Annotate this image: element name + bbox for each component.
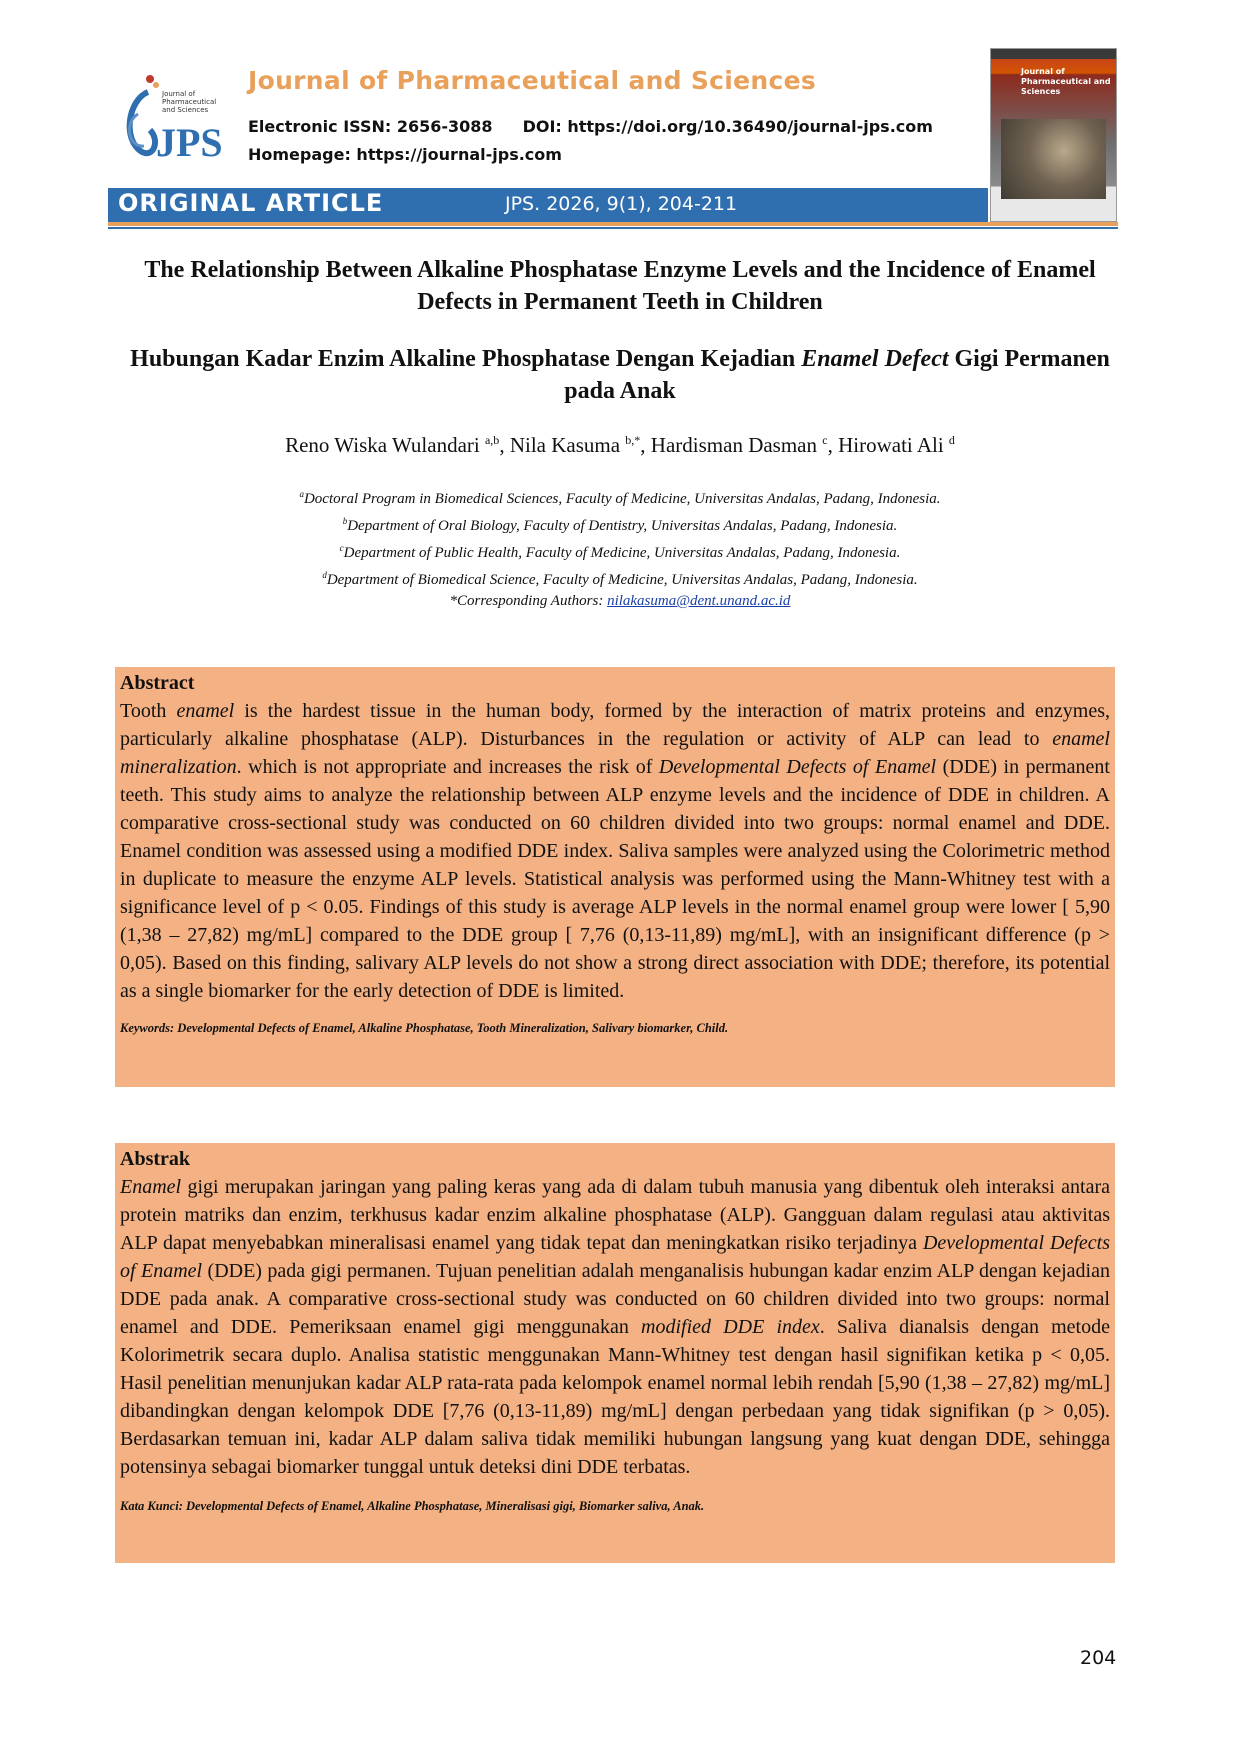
issn: Electronic ISSN: 2656-3088 [248,117,493,136]
affiliation-text: Department of Biomedical Science, Faculty of Medicine, Universitas Andalas, Padang, Indonesia. [326,572,918,588]
affiliation-text: Department of Oral Biology, Faculty of Dentistry, Universitas Andalas, Padang, Indonesia. [347,518,898,534]
affiliation-text: Doctoral Program in Biomedical Sciences, Faculty of Medicine, Universitas Andalas, Padang, Indonesia. [303,491,941,507]
abstrak-body: Enamel gigi merupakan jaringan yang paling keras yang ada di dalam tubuh manusia yang dibentuk oleh interaksi antara protein matriks dan enzim, terkhusus kadar enzim alkaline phosphatase (ALP). Gangguan dalam regulasi atau aktivitas ALP dapat menyebabkan mineralisasi enamel yang tidak tepat dan meningkatkan risiko terjadinya Developmental Defects of Enamel (DDE) pada gigi permanen. Tujuan penelitian adalah menganalisis hubungan kadar enzim ALP dengan kejadian DDE pada anak. A comparative cross-sectional study was conducted on 60 children divided into two groups: normal enamel and DDE. Pemeriksaan enamel gigi menggunakan modified DDE index. Saliva dianalsis dengan metode Kolorimetrik secara duplo. Analisa statistic menggunakan Mann-Whitney test dengan hasil signifikan ketika p < 0,05. Hasil penelitian menunjukan kadar ALP rata-rata pada kelompok enamel normal lebih rendah [5,90 (1,38 – 27,82) mg/mL] dibandingkan dengan kelompok DDE [7,76 (0,13-11,89) mg/mL] dengan perbedaan yang tidak signifikan (p > 0,05). Berdasarkan temuan ini, kadar ALP dalam saliva tidak memiliki hubungan langsung yang kuat dengan DDE, sehingga potensinya sebagai biomarker tunggal untuk deteksi dini DDE terbatas. [120,1176,1110,1478]
title-id-italic: Enamel Defect [801,346,949,372]
logo-text: JPS [156,120,223,165]
affiliations [120,483,1120,591]
abstract-english-box [115,667,1115,1087]
author-name: Nila Kasuma [509,433,621,457]
affiliation-mark: b [342,516,348,526]
corresponding-author [120,593,1120,610]
author-aff: d [948,433,955,447]
affiliation-item [120,510,1120,537]
banner-divider [108,222,1118,226]
doi-link[interactable]: DOI: https://doi.org/10.36490/journal-jps.com [522,117,933,136]
abstract-body: Tooth enamel is the hardest tissue in the human body, formed by the interaction of matrix proteins and enzymes, particularly alkaline phosphatase (ALP). Disturbances in the regulation or activity of ALP can lead to enamel mineralization. which is not appropriate and increases the risk of Developmental Defects of Enamel (DDE) in permanent teeth. This study aims to analyze the relationship between ALP enzyme levels and the incidence of DDE in children. A comparative cross-sectional study was conducted on 60 children divided into two groups: normal enamel and DDE. Enamel condition was assessed using a modified DDE index. Saliva samples were analyzed using the Colorimetric method in duplicate to measure the enzyme ALP levels. Statistical analysis was performed using the Mann-Whitney test with a significance level of p < 0.05. Findings of this study is average ALP levels in the normal enamel group were lower [ 5,90 (1,38 – 27,82) mg/mL] compared to the DDE group [ 7,76 (0,13-11,89) mg/mL], with an insignificant difference (p > 0,05). Based on this finding, salivary ALP levels do not show a strong direct association with DDE; therefore, its potential as a single biomarker for the early detection of DDE is limited. [120,700,1110,1002]
abstract-indonesian-box [115,1143,1115,1563]
abstrak-heading: Abstrak [120,1148,191,1170]
title-english: The Relationship Between Alkaline Phosphatase Enzyme Levels and the Incidence of Enamel Defects in Permanent Teeth in Children [144,257,1096,315]
author-name: Reno Wiska Wulandari [285,433,480,457]
affiliation-mark: c [339,543,344,553]
affiliation-item [120,537,1120,564]
journal-cover-image [990,48,1117,222]
kata-kunci: Kata Kunci: Developmental Defects of Enamel, Alkaline Phosphatase, Mineralisasi gigi, Biomarker saliva, Anak. [120,1499,705,1513]
author-list: Reno Wiska Wulandari $^{a,b}$, Nila Kasuma $^{b,*}$, Hardisman Dasman $^c$, Hirowati Ali $^d$ [285,433,955,457]
corresponding-label: *Corresponding Authors: [449,593,608,609]
issn-doi-line [248,117,933,136]
abstract-heading: Abstract [120,672,195,694]
affiliation-text: Department of Public Health, Faculty of Medicine, Universitas Andalas, Padang, Indonesia. [343,545,901,561]
affiliation-item [120,564,1120,591]
citation: JPS. 2026, 9(1), 204-211 [505,193,738,215]
journal-title: Journal of Pharmaceutical and Sciences [248,66,817,95]
corresponding-email-link[interactable]: nilakasuma@dent.unand.ac.id [607,593,791,609]
author-name: Hirowati Ali [838,433,944,457]
logo-caption: Journal of Pharmaceutical and Sciences [162,90,217,114]
keywords: Keywords: Developmental Defects of Enamel, Alkaline Phosphatase, Tooth Mineralization, Salivary biomarker, Child. [120,1021,729,1035]
affiliation-mark: a [299,489,304,499]
page-number: 204 [1080,1647,1117,1669]
affiliation-item [120,483,1120,510]
author-name: Hardisman Dasman [650,433,818,457]
banner-divider-blue [108,227,1118,229]
journal-logo [120,70,225,165]
cover-title: Journal of Pharmaceutical and Sciences [1021,67,1111,96]
title-id-part1: Hubungan Kadar Enzim Alkaline Phosphatase Dengan Kejadian [130,346,802,372]
title-indonesian [120,343,1120,407]
affiliation-mark: d [322,570,327,580]
article-type-label: ORIGINAL ARTICLE [118,189,384,217]
title-id-part2: Gigi Permanen pada Anak [564,346,1110,404]
author-aff: b,* [625,433,641,447]
homepage-link[interactable]: Homepage: https://journal-jps.com [248,145,562,164]
author-aff: c [822,433,828,447]
author-aff: a,b [484,433,500,447]
